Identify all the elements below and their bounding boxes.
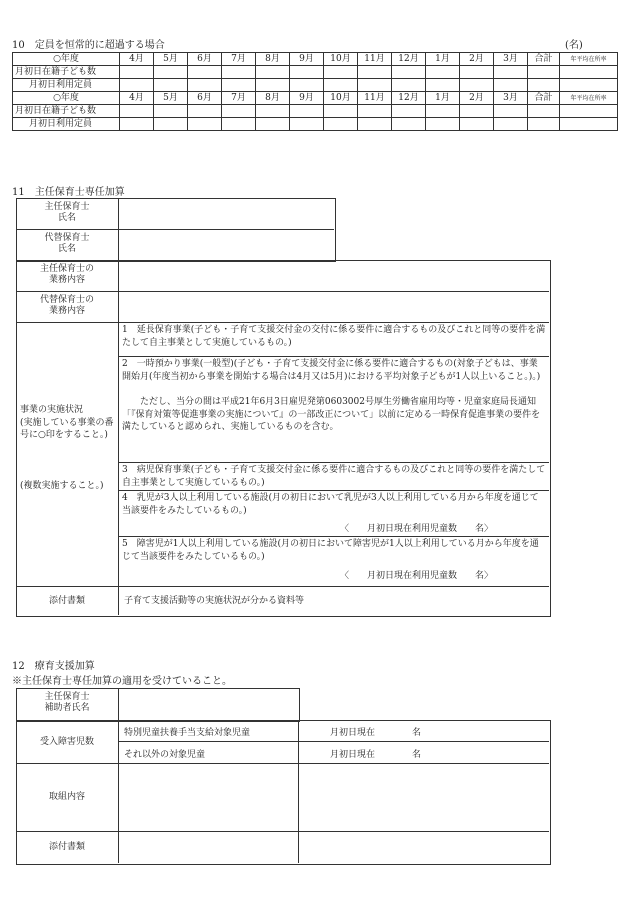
month-header: 6月 [188, 92, 222, 105]
value-cell[interactable] [392, 105, 426, 118]
avg-rate-header: 年平均在所率 [560, 92, 618, 105]
value-cell[interactable] [290, 105, 324, 118]
month-header: 1月 [426, 53, 460, 66]
month-header: 6月 [188, 53, 222, 66]
cat2-unit: 名 [412, 750, 422, 760]
value-cell[interactable] [256, 79, 290, 92]
value-cell[interactable] [494, 118, 528, 131]
value-cell[interactable] [222, 66, 256, 79]
enrolled-row [13, 66, 618, 79]
accepted-count-label: 受入障害児数 [39, 737, 94, 747]
month-header: 4月 [120, 53, 154, 66]
month-header: 7月 [222, 92, 256, 105]
value-cell[interactable] [324, 118, 358, 131]
month-header: 5月 [154, 92, 188, 105]
section-11-title: 11 主任保育士専任加算 [12, 187, 125, 198]
divider [118, 260, 119, 615]
avg-rate-cell[interactable] [560, 105, 618, 118]
value-cell[interactable] [426, 66, 460, 79]
divider [16, 763, 549, 764]
value-cell[interactable] [154, 105, 188, 118]
month-header: 10月 [324, 92, 358, 105]
avg-rate-cell[interactable] [560, 79, 618, 92]
cat1-unit: 名 [412, 728, 422, 738]
total-header: 合計 [528, 53, 560, 66]
capacity-row-label: 月初日利用定員 [13, 118, 120, 131]
sub-duty-label: 代替保育士の 業務内容 [39, 295, 94, 316]
enrolled-row [13, 105, 618, 118]
item-1-extended-care: 1 延長保育事業(子ども・子育て支援交付金の交付に係る要件に適合するもの及びこれと同等の要件を満たして自主事業として実施しているもの。) [122, 325, 546, 348]
capacity-table [12, 52, 618, 131]
value-cell[interactable] [528, 118, 560, 131]
avg-rate-header: 年平均在所率 [560, 53, 618, 66]
month-header: 10月 [324, 53, 358, 66]
month-header: 8月 [256, 92, 290, 105]
divider [16, 831, 549, 832]
value-cell[interactable] [120, 105, 154, 118]
value-cell[interactable] [290, 79, 324, 92]
impl-status-label: 事業の実施状況 (実施している事業の番号に○印をすること。) [20, 405, 114, 440]
efforts-label: 取組内容 [48, 792, 85, 802]
value-cell[interactable] [460, 79, 494, 92]
cat2-date: 月初日現在 [330, 750, 376, 760]
month-header: 11月 [358, 92, 392, 105]
value-cell[interactable] [290, 66, 324, 79]
enrolled-row-label: 月初日在籍子ども数 [13, 66, 120, 79]
avg-rate-cell[interactable] [560, 66, 618, 79]
value-cell[interactable] [154, 66, 188, 79]
total-header: 合計 [528, 92, 560, 105]
value-cell[interactable] [494, 66, 528, 79]
value-cell[interactable] [324, 105, 358, 118]
value-cell[interactable] [392, 118, 426, 131]
value-cell[interactable] [188, 79, 222, 92]
value-cell[interactable] [528, 105, 560, 118]
month-header: 9月 [290, 53, 324, 66]
value-cell[interactable] [494, 105, 528, 118]
value-cell[interactable] [460, 66, 494, 79]
sub-name-label: 代替保育士 氏名 [44, 233, 90, 254]
value-cell[interactable] [120, 66, 154, 79]
value-cell[interactable] [256, 118, 290, 131]
cat2-label: それ以外の対象児童 [124, 750, 206, 760]
multi-impl-note: (複数実施すること。) [20, 481, 104, 491]
value-cell[interactable] [154, 79, 188, 92]
month-header: 2月 [460, 53, 494, 66]
item-5-disabled-children: 5 障害児が1人以上利用している施設(月の初日において障害児が1人以上利用している月から年度を通じて当該要件をみたしているもの。) [122, 539, 539, 562]
capacity-header-row [13, 92, 618, 105]
fiscal-year-cell: ○年度 [13, 53, 120, 66]
capacity-row-label: 月初日利用定員 [13, 79, 120, 92]
item-4-count-note: 〈 月初日現在利用児童数 名〉 [340, 524, 494, 534]
value-cell[interactable] [426, 79, 460, 92]
divider [16, 322, 549, 323]
value-cell[interactable] [392, 66, 426, 79]
value-cell[interactable] [154, 118, 188, 131]
divider [16, 291, 549, 292]
divider [118, 741, 549, 742]
value-cell[interactable] [256, 105, 290, 118]
month-header: 2月 [460, 92, 494, 105]
item-4-infants: 4 乳児が3人以上利用している施設(月の初日において乳児が3人以上利用している月から年度を通じて当該要件をみたしているもの。) [122, 493, 539, 516]
cat1-label: 特別児童扶養手当支給対象児童 [124, 728, 251, 738]
divider [118, 356, 549, 357]
month-header: 7月 [222, 53, 256, 66]
chief-name-label: 主任保育士 氏名 [44, 202, 90, 223]
enrolled-row-label: 月初日在籍子ども数 [13, 105, 120, 118]
month-header: 11月 [358, 53, 392, 66]
divider [118, 462, 549, 463]
capacity-row [13, 79, 618, 92]
value-cell[interactable] [358, 66, 392, 79]
value-cell[interactable] [188, 66, 222, 79]
value-cell[interactable] [460, 118, 494, 131]
month-header: 3月 [494, 92, 528, 105]
month-header: 12月 [392, 53, 426, 66]
item-2-proviso: ただし、当分の間は平成21年6月3日雇児発第0603002号厚生労働省雇用均等・児童家庭局長通知「『保育対策等促進事業の実施について』の一部改正について」以前に定める一時保育促進事業の要件を満たしていると認められ、実施しているものを含む。 [122, 397, 541, 432]
item-2-temporary-care: 2 一時預かり事業(一般型)(子ども・子育て支援交付金に係る要件に適合するもの(対象子どもは、事業開始月(年度当初から事業を開始する場合は4月又は5月)における平均対象子どもが1人以上いること。)。) [122, 359, 541, 382]
attachment-value: 子育て支援活動等の実施状況が分かる資料等 [124, 596, 305, 606]
value-cell[interactable] [120, 118, 154, 131]
assistant-name-label: 主任保育士 補助者氏名 [44, 692, 90, 713]
value-cell[interactable] [324, 66, 358, 79]
value-cell[interactable] [188, 105, 222, 118]
section-12-note: ※主任保育士専任加算の適用を受けていること。 [12, 676, 232, 687]
value-cell[interactable] [358, 105, 392, 118]
month-header: 5月 [154, 53, 188, 66]
attachment-label-12: 添付書類 [48, 842, 85, 852]
value-cell[interactable] [358, 79, 392, 92]
unit-label: (名) [565, 40, 583, 51]
value-cell[interactable] [256, 66, 290, 79]
month-header: 12月 [392, 92, 426, 105]
month-header: 9月 [290, 92, 324, 105]
section-12-title: 12 療育支援加算 [12, 661, 95, 672]
value-cell[interactable] [528, 66, 560, 79]
value-cell[interactable] [222, 118, 256, 131]
value-cell[interactable] [426, 118, 460, 131]
value-cell[interactable] [222, 105, 256, 118]
value-cell[interactable] [188, 118, 222, 131]
month-header: 3月 [494, 53, 528, 66]
fiscal-year-cell: ○年度 [13, 92, 120, 105]
divider [16, 586, 549, 587]
month-header: 8月 [256, 53, 290, 66]
value-cell[interactable] [324, 79, 358, 92]
capacity-header-row [13, 53, 618, 66]
value-cell[interactable] [528, 79, 560, 92]
attachment-label: 添付書類 [48, 596, 85, 606]
chief-duty-label: 主任保育士の 業務内容 [39, 264, 94, 285]
capacity-row [13, 118, 618, 131]
month-header: 1月 [426, 92, 460, 105]
month-header: 4月 [120, 92, 154, 105]
cat1-date: 月初日現在 [330, 728, 376, 738]
value-cell[interactable] [426, 105, 460, 118]
value-cell[interactable] [460, 105, 494, 118]
divider [118, 688, 119, 720]
divider [118, 490, 549, 491]
section-10-title: 10 定員を恒常的に超過する場合 [12, 40, 165, 51]
avg-rate-cell[interactable] [560, 118, 618, 131]
value-cell[interactable] [358, 118, 392, 131]
value-cell[interactable] [222, 79, 256, 92]
item-5-count-note: 〈 月初日現在利用児童数 名〉 [340, 571, 494, 581]
item-3-sick-child-care: 3 病児保育事業(子ども・子育て支援交付金に係る要件に適合するもの及びこれと同等の要件を満たして自主事業として実施しているもの。) [122, 465, 546, 488]
value-cell[interactable] [290, 118, 324, 131]
value-cell[interactable] [392, 79, 426, 92]
value-cell[interactable] [120, 79, 154, 92]
divider [118, 536, 549, 537]
divider [16, 229, 334, 230]
value-cell[interactable] [494, 79, 528, 92]
